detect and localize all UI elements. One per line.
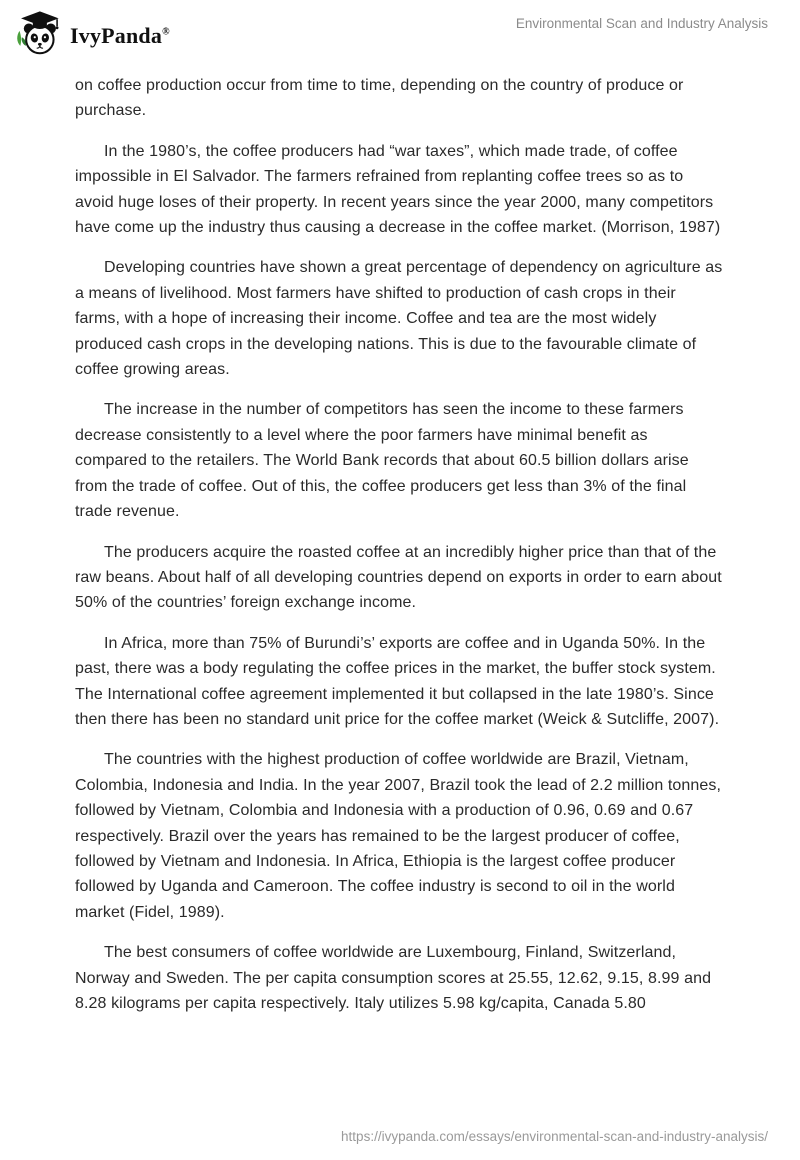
- page-footer: [341, 1128, 768, 1146]
- source-url-link[interactable]: https://ivypanda.com/essays/environmental-scan-and-industry-analysis/: [341, 1129, 768, 1144]
- paragraph: The best consumers of coffee worldwide are Luxembourg, Finland, Switzerland, Norway and Sweden. The per capita consumption scores at 25.55, 12.62, 9.15, 8.99 and 8.28 kilograms per capita respectively. Italy utilizes 5.98 kg/capita, Canada 5.80: [75, 944, 712, 1012]
- paragraph: In the 1980’s, the coffee producers had “war taxes”, which made trade, of coffee impossible in El Salvador. The farmers refrained from replanting coffee trees so as to avoid huge loses of their property. In recent years since the year 2000, many competitors have come up the industry thus causing a decrease in the coffee market. (Morrison, 1987): [75, 142, 721, 237]
- paragraph: on coffee production occur from time to time, depending on the country of produce or purchase.: [75, 77, 684, 120]
- registered-mark: ®: [162, 26, 170, 38]
- essay-body: [75, 73, 723, 1031]
- panda-graduate-icon: [14, 8, 61, 57]
- paragraph: The increase in the number of competitors has seen the income to these farmers decrease consistently to a level where the poor farmers have minimal benefit as compared to the retailers. The World Bank records that about 60.5 billion dollars arise from the trade of coffee. Out of this, the coffee producers get less than 3% of the final trade revenue.: [75, 401, 689, 521]
- brand-name: [70, 23, 170, 49]
- paragraph: In Africa, more than 75% of Burundi’s’ exports are coffee and in Uganda 50%. In the past, there was a body regulating the coffee prices in the market, the buffer stock system. The International coffee agreement implemented it but collapsed in the late 1980’s. Since then there has been no standard unit price for the coffee market (Weick & Sutcliffe, 2007).: [75, 634, 720, 728]
- paragraph: The countries with the highest production of coffee worldwide are Brazil, Vietnam, Colombia, Indonesia and India. In the year 2007, Brazil took the lead of 2.2 million tonnes, followed by Vietnam, Colombia and Indonesia with a production of 0.96, 0.69 and 0.67 respectively. Brazil over the years has remained to be the largest producer of coffee, followed by Vietnam and Indonesia. In Africa, Ethiopia is the largest coffee producer followed by Uganda and Cameroon. The coffee industry is second to oil in the world market (Fidel, 1989).: [75, 751, 722, 921]
- paragraph: The producers acquire the roasted coffee at an incredibly higher price than that of the raw beans. About half of all developing countries depend on exports in order to earn about 50% of the countries’ foreign exchange income.: [75, 543, 722, 612]
- ivypanda-logo: [14, 8, 170, 57]
- page-header: [0, 0, 800, 57]
- paragraph: Developing countries have shown a great percentage of dependency on agriculture as a means of livelihood. Most farmers have shifted to production of cash crops in their farms, with a hope of increasing their income. Coffee and tea are the most widely produced cash crops in the developing nations. This is due to the favourable climate of coffee growing areas.: [75, 259, 723, 379]
- document-title: Environmental Scan and Industry Analysis: [515, 16, 768, 31]
- brand-text: IvyPanda: [70, 22, 163, 48]
